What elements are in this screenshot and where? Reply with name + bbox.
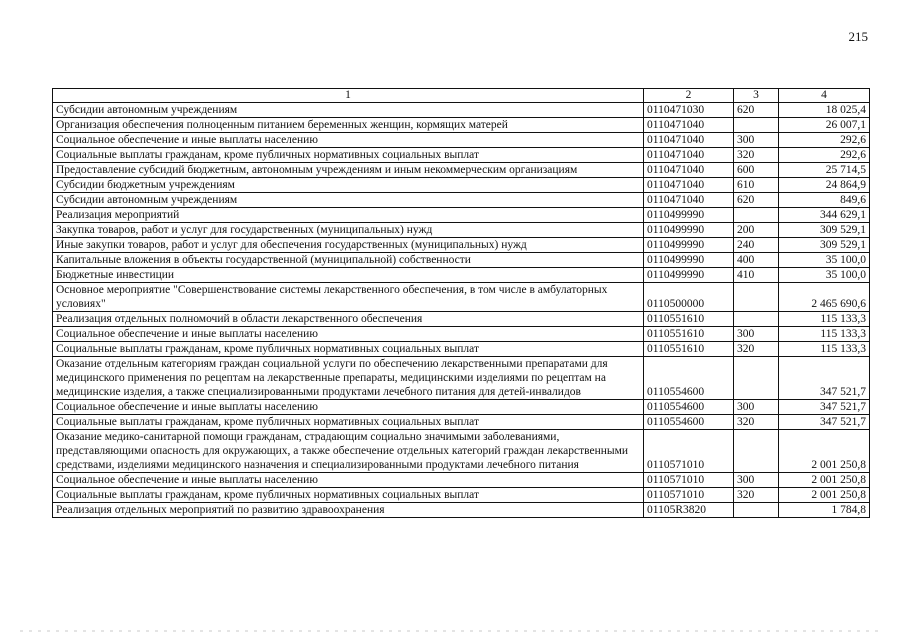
row-code-cell: 0110499990 bbox=[644, 238, 734, 253]
row-name-cell: Оказание медико-санитарной помощи гражданам, страдающим социально значимыми заболеваниями, представляющими опасность для окружающих, а также обеспечение отдельных категорий граждан лекарственными средствами, изделиями медицинского назначения и специализированными продуктами лечебного питания bbox=[53, 430, 644, 473]
row-sum-cell: 115 133,3 bbox=[779, 312, 870, 327]
row-code-cell: 0110471040 bbox=[644, 118, 734, 133]
table-row bbox=[53, 208, 870, 223]
row-name-cell: Оказание отдельным категориям граждан социальной услуги по обеспечению лекарственными препаратами для медицинского применения по рецептам на лекарственные препараты, медицинскими изделиями по рецептам на медицинские изделия, а также специализированными продуктами лечебного питания для детей-инвалидов bbox=[53, 357, 644, 400]
row-sum-cell: 35 100,0 bbox=[779, 253, 870, 268]
row-code-cell: 0110499990 bbox=[644, 253, 734, 268]
row-sum-cell: 1 784,8 bbox=[779, 503, 870, 518]
row-name-cell: Социальные выплаты гражданам, кроме публичных нормативных социальных выплат bbox=[53, 342, 644, 357]
row-name-cell: Субсидии бюджетным учреждениям bbox=[53, 178, 644, 193]
row-sum-cell: 115 133,3 bbox=[779, 327, 870, 342]
table-body bbox=[53, 89, 870, 518]
header-cell-3: 3 bbox=[734, 89, 779, 103]
row-code-cell: 0110571010 bbox=[644, 488, 734, 503]
row-sum-cell: 347 521,7 bbox=[779, 357, 870, 400]
header-cell-1: 1 bbox=[53, 89, 644, 103]
row-code-cell: 0110554600 bbox=[644, 400, 734, 415]
row-name-cell: Социальные выплаты гражданам, кроме публичных нормативных социальных выплат bbox=[53, 488, 644, 503]
row-sum-cell: 115 133,3 bbox=[779, 342, 870, 357]
row-code-cell: 0110471030 bbox=[644, 103, 734, 118]
table-row bbox=[53, 327, 870, 342]
table-row bbox=[53, 163, 870, 178]
row-expense-type-cell: 610 bbox=[734, 178, 779, 193]
table-row bbox=[53, 342, 870, 357]
page-number: 215 bbox=[848, 29, 868, 44]
table-row bbox=[53, 148, 870, 163]
table-row bbox=[53, 178, 870, 193]
table-row bbox=[53, 238, 870, 253]
row-expense-type-cell bbox=[734, 312, 779, 327]
row-code-cell: 0110551610 bbox=[644, 327, 734, 342]
row-sum-cell: 35 100,0 bbox=[779, 268, 870, 283]
row-sum-cell: 25 714,5 bbox=[779, 163, 870, 178]
row-name-cell: Реализация отдельных полномочий в области лекарственного обеспечения bbox=[53, 312, 644, 327]
row-name-cell: Социальное обеспечение и иные выплаты населению bbox=[53, 400, 644, 415]
table-row bbox=[53, 357, 870, 400]
row-sum-cell: 849,6 bbox=[779, 193, 870, 208]
row-code-cell: 0110500000 bbox=[644, 283, 734, 312]
row-sum-cell: 309 529,1 bbox=[779, 238, 870, 253]
row-sum-cell: 344 629,1 bbox=[779, 208, 870, 223]
row-code-cell: 0110551610 bbox=[644, 342, 734, 357]
row-code-cell: 0110471040 bbox=[644, 148, 734, 163]
row-name-cell: Субсидии автономным учреждениям bbox=[53, 103, 644, 118]
row-expense-type-cell bbox=[734, 283, 779, 312]
row-code-cell: 0110471040 bbox=[644, 193, 734, 208]
row-code-cell: 0110571010 bbox=[644, 430, 734, 473]
row-name-cell: Реализация мероприятий bbox=[53, 208, 644, 223]
row-name-cell: Предоставление субсидий бюджетным, автономным учреждениям и иным некоммерческим организациям bbox=[53, 163, 644, 178]
row-sum-cell: 347 521,7 bbox=[779, 400, 870, 415]
row-sum-cell: 18 025,4 bbox=[779, 103, 870, 118]
row-name-cell: Бюджетные инвестиции bbox=[53, 268, 644, 283]
table-row bbox=[53, 133, 870, 148]
table-row bbox=[53, 118, 870, 133]
row-code-cell: 01105R3820 bbox=[644, 503, 734, 518]
row-code-cell: 0110499990 bbox=[644, 223, 734, 238]
table-row bbox=[53, 223, 870, 238]
row-name-cell: Социальные выплаты гражданам, кроме публичных нормативных социальных выплат bbox=[53, 148, 644, 163]
table-row bbox=[53, 400, 870, 415]
row-code-cell: 0110554600 bbox=[644, 415, 734, 430]
table-row bbox=[53, 193, 870, 208]
row-name-cell: Субсидии автономным учреждениям bbox=[53, 193, 644, 208]
table-row bbox=[53, 312, 870, 327]
table-header-row bbox=[53, 89, 870, 103]
row-code-cell: 0110551610 bbox=[644, 312, 734, 327]
row-expense-type-cell: 300 bbox=[734, 400, 779, 415]
table-row bbox=[53, 488, 870, 503]
row-expense-type-cell: 600 bbox=[734, 163, 779, 178]
row-name-cell: Капитальные вложения в объекты государственной (муниципальной) собственности bbox=[53, 253, 644, 268]
row-expense-type-cell: 300 bbox=[734, 133, 779, 148]
row-sum-cell: 292,6 bbox=[779, 133, 870, 148]
row-code-cell: 0110471040 bbox=[644, 178, 734, 193]
scan-artifact-line bbox=[20, 630, 880, 632]
row-expense-type-cell: 620 bbox=[734, 103, 779, 118]
row-expense-type-cell bbox=[734, 357, 779, 400]
row-expense-type-cell: 300 bbox=[734, 473, 779, 488]
table-row bbox=[53, 268, 870, 283]
row-name-cell: Закупка товаров, работ и услуг для государственных (муниципальных) нужд bbox=[53, 223, 644, 238]
header-cell-4: 4 bbox=[779, 89, 870, 103]
table-row bbox=[53, 415, 870, 430]
row-code-cell: 0110471040 bbox=[644, 163, 734, 178]
row-expense-type-cell: 320 bbox=[734, 488, 779, 503]
table-row bbox=[53, 283, 870, 312]
row-name-cell: Организация обеспечения полноценным питанием беременных женщин, кормящих матерей bbox=[53, 118, 644, 133]
row-expense-type-cell: 400 bbox=[734, 253, 779, 268]
row-name-cell: Иные закупки товаров, работ и услуг для обеспечения государственных (муниципальных) нужд bbox=[53, 238, 644, 253]
row-expense-type-cell: 320 bbox=[734, 342, 779, 357]
row-sum-cell: 2 001 250,8 bbox=[779, 473, 870, 488]
row-name-cell: Социальные выплаты гражданам, кроме публичных нормативных социальных выплат bbox=[53, 415, 644, 430]
row-sum-cell: 2 001 250,8 bbox=[779, 488, 870, 503]
table-row bbox=[53, 503, 870, 518]
row-expense-type-cell bbox=[734, 503, 779, 518]
row-sum-cell: 309 529,1 bbox=[779, 223, 870, 238]
header-cell-2: 2 bbox=[644, 89, 734, 103]
row-sum-cell: 2 465 690,6 bbox=[779, 283, 870, 312]
row-expense-type-cell bbox=[734, 118, 779, 133]
row-code-cell: 0110499990 bbox=[644, 268, 734, 283]
row-sum-cell: 2 001 250,8 bbox=[779, 430, 870, 473]
budget-table bbox=[52, 88, 870, 518]
row-sum-cell: 24 864,9 bbox=[779, 178, 870, 193]
row-code-cell: 0110471040 bbox=[644, 133, 734, 148]
row-name-cell: Реализация отдельных мероприятий по развитию здравоохранения bbox=[53, 503, 644, 518]
row-sum-cell: 26 007,1 bbox=[779, 118, 870, 133]
table-row bbox=[53, 253, 870, 268]
row-expense-type-cell: 620 bbox=[734, 193, 779, 208]
row-expense-type-cell: 410 bbox=[734, 268, 779, 283]
row-name-cell: Социальное обеспечение и иные выплаты населению bbox=[53, 327, 644, 342]
row-sum-cell: 292,6 bbox=[779, 148, 870, 163]
table-row bbox=[53, 430, 870, 473]
row-name-cell: Социальное обеспечение и иные выплаты населению bbox=[53, 473, 644, 488]
row-name-cell: Основное мероприятие "Совершенствование системы лекарственного обеспечения, в том числе в амбулаторных условиях" bbox=[53, 283, 644, 312]
row-expense-type-cell: 320 bbox=[734, 148, 779, 163]
row-code-cell: 0110499990 bbox=[644, 208, 734, 223]
row-code-cell: 0110554600 bbox=[644, 357, 734, 400]
row-expense-type-cell: 320 bbox=[734, 415, 779, 430]
row-expense-type-cell bbox=[734, 430, 779, 473]
row-expense-type-cell: 300 bbox=[734, 327, 779, 342]
row-expense-type-cell bbox=[734, 208, 779, 223]
row-expense-type-cell: 240 bbox=[734, 238, 779, 253]
table-row bbox=[53, 473, 870, 488]
table-row bbox=[53, 103, 870, 118]
row-sum-cell: 347 521,7 bbox=[779, 415, 870, 430]
row-expense-type-cell: 200 bbox=[734, 223, 779, 238]
row-code-cell: 0110571010 bbox=[644, 473, 734, 488]
row-name-cell: Социальное обеспечение и иные выплаты населению bbox=[53, 133, 644, 148]
